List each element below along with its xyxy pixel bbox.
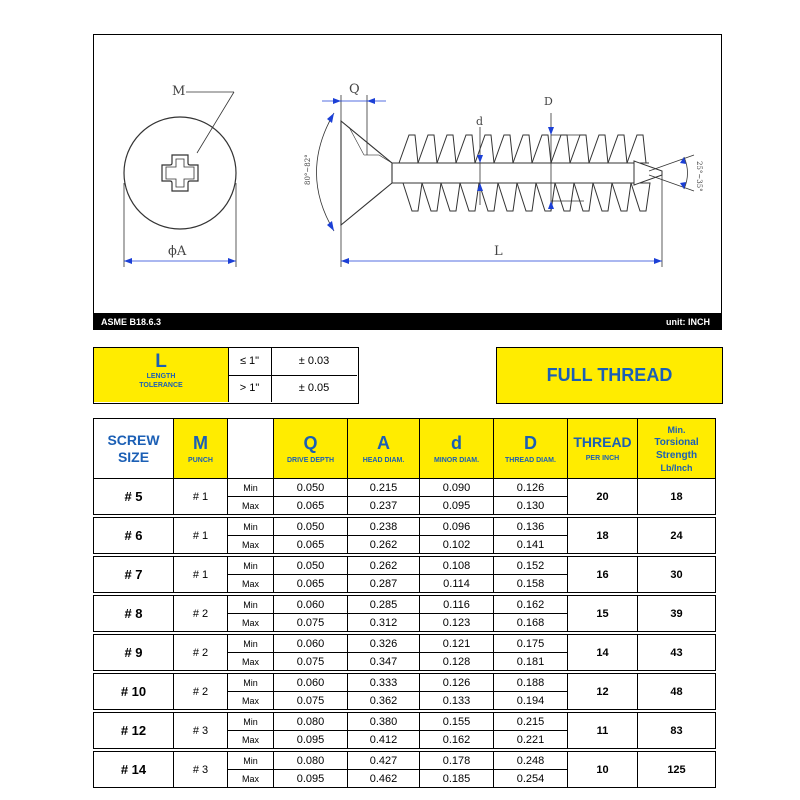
tolerance-condition-1: ≤ 1" <box>228 348 272 376</box>
length-label: L <box>494 244 503 259</box>
header-torsion <box>638 419 716 479</box>
torsional-strength-cell: 30 <box>638 557 716 593</box>
min-value-cell: 0.380 <box>348 713 420 731</box>
min-value-cell: 0.178 <box>420 752 494 770</box>
max-value-cell: 0.287 <box>348 575 420 593</box>
screw-size-cell: # 12 <box>94 713 174 749</box>
min-value-cell: 0.155 <box>420 713 494 731</box>
screw-size-cell: # 8 <box>94 596 174 632</box>
thread-tooth <box>418 135 437 163</box>
max-value-cell: 0.095 <box>274 731 348 749</box>
thread-per-inch-cell: 20 <box>568 479 638 515</box>
min-label-cell: Min <box>228 635 274 653</box>
min-value-cell: 0.215 <box>348 479 420 497</box>
spec-table <box>93 418 716 788</box>
header-screw-size-line2: SIZE <box>117 448 150 465</box>
thread-tooth <box>498 183 517 211</box>
min-value-cell: 0.238 <box>348 518 420 536</box>
min-label-cell: Min <box>228 557 274 575</box>
min-value-cell: 0.050 <box>274 479 348 497</box>
max-value-cell: 0.065 <box>274 536 348 554</box>
head-diam-label: ϕA <box>168 244 187 259</box>
thread-tooth <box>551 135 570 163</box>
punch-cell: # 1 <box>174 557 228 593</box>
max-value-cell: 0.065 <box>274 575 348 593</box>
table-row-min <box>94 518 716 536</box>
min-value-cell: 0.060 <box>274 674 348 692</box>
header-a-symbol: A <box>377 432 390 453</box>
min-value-cell: 0.080 <box>274 752 348 770</box>
table-row-min <box>94 674 716 692</box>
punch-label: M <box>172 84 186 99</box>
thread-per-inch-cell: 15 <box>568 596 638 632</box>
min-label-cell: Min <box>228 752 274 770</box>
screw-size-cell: # 14 <box>94 752 174 788</box>
min-value-cell: 0.175 <box>494 635 568 653</box>
max-value-cell: 0.162 <box>420 731 494 749</box>
table-row-min <box>94 713 716 731</box>
thread-tooth <box>403 183 422 211</box>
header-q-sub: DRIVE DEPTH <box>286 456 335 464</box>
tolerance-symbol: L <box>155 351 167 372</box>
thread-tooth <box>589 135 608 163</box>
thread-per-inch-cell: 16 <box>568 557 638 593</box>
torsional-strength-cell: 43 <box>638 635 716 671</box>
thread-tooth <box>612 183 631 211</box>
thread-tooth <box>399 135 418 163</box>
thread-tooth <box>479 183 498 211</box>
min-label-cell: Min <box>228 674 274 692</box>
tolerance-value-1: ± 0.03 <box>271 348 357 376</box>
thread-tooth <box>513 135 532 163</box>
max-value-cell: 0.254 <box>494 770 568 788</box>
max-value-cell: 0.075 <box>274 692 348 710</box>
punch-cell: # 3 <box>174 713 228 749</box>
max-value-cell: 0.141 <box>494 536 568 554</box>
thread-tooth <box>570 135 589 163</box>
tolerance-condition-2: > 1" <box>228 375 272 402</box>
header-punch-symbol: M <box>193 432 208 453</box>
max-value-cell: 0.221 <box>494 731 568 749</box>
torsional-strength-cell: 39 <box>638 596 716 632</box>
punch-cell: # 2 <box>174 596 228 632</box>
max-label-cell: Max <box>228 614 274 632</box>
table-row-min <box>94 479 716 497</box>
thread-per-inch-cell: 12 <box>568 674 638 710</box>
tolerance-label-line1: LENGTH <box>146 373 176 380</box>
min-value-cell: 0.326 <box>348 635 420 653</box>
min-value-cell: 0.162 <box>494 596 568 614</box>
torsional-strength-cell: 83 <box>638 713 716 749</box>
screw-size-cell: # 9 <box>94 635 174 671</box>
header-thread-D-sub: THREAD DIAM. <box>505 456 556 464</box>
punch-cell: # 1 <box>174 518 228 554</box>
thread-tooth <box>608 135 627 163</box>
min-value-cell: 0.080 <box>274 713 348 731</box>
torsional-strength-cell: 125 <box>638 752 716 788</box>
punch-cell: # 2 <box>174 635 228 671</box>
max-value-cell: 0.065 <box>274 497 348 515</box>
thread-tooth <box>494 135 513 163</box>
header-torsion-line2: Torsional <box>654 436 699 448</box>
table-row-min <box>94 596 716 614</box>
thread-diam-label: D <box>544 95 553 108</box>
min-value-cell: 0.090 <box>420 479 494 497</box>
max-value-cell: 0.168 <box>494 614 568 632</box>
min-value-cell: 0.285 <box>348 596 420 614</box>
table-row-min <box>94 752 716 770</box>
thread-tooth <box>593 183 612 211</box>
max-label-cell: Max <box>228 575 274 593</box>
min-value-cell: 0.152 <box>494 557 568 575</box>
header-minor-d-symbol: d <box>451 432 462 453</box>
thread-tooth <box>460 183 479 211</box>
table-row-min <box>94 557 716 575</box>
thread-per-inch-cell: 10 <box>568 752 638 788</box>
screw-diagram <box>94 35 721 329</box>
max-value-cell: 0.128 <box>420 653 494 671</box>
thread-tooth <box>475 135 494 163</box>
thread-tooth <box>555 183 574 211</box>
min-value-cell: 0.333 <box>348 674 420 692</box>
min-value-cell: 0.096 <box>420 518 494 536</box>
header-thread-sub: PER INCH <box>585 455 620 462</box>
min-value-cell: 0.262 <box>348 557 420 575</box>
max-value-cell: 0.262 <box>348 536 420 554</box>
technical-drawing <box>93 34 722 330</box>
header-minor-d-sub: MINOR DIAM. <box>433 456 480 464</box>
max-value-cell: 0.075 <box>274 614 348 632</box>
header-thread-D <box>494 419 568 479</box>
max-value-cell: 0.114 <box>420 575 494 593</box>
table-row-min <box>94 635 716 653</box>
standard-label: ASME B18.6.3 <box>101 317 162 327</box>
torsional-strength-cell: 18 <box>638 479 716 515</box>
min-value-cell: 0.215 <box>494 713 568 731</box>
screw-size-cell: # 10 <box>94 674 174 710</box>
point-angle-label: 25°~35° <box>695 161 703 192</box>
min-value-cell: 0.248 <box>494 752 568 770</box>
max-value-cell: 0.362 <box>348 692 420 710</box>
thread-tooth <box>532 135 551 163</box>
screw-size-cell: # 6 <box>94 518 174 554</box>
min-value-cell: 0.126 <box>420 674 494 692</box>
table-header-row <box>94 419 716 479</box>
max-label-cell: Max <box>228 731 274 749</box>
full-thread-banner: FULL THREAD <box>496 347 723 404</box>
max-value-cell: 0.181 <box>494 653 568 671</box>
screw-size-cell: # 7 <box>94 557 174 593</box>
max-value-cell: 0.194 <box>494 692 568 710</box>
head-angle-label: 80°~82° <box>304 154 312 185</box>
min-value-cell: 0.121 <box>420 635 494 653</box>
torsional-strength-cell: 24 <box>638 518 716 554</box>
max-label-cell: Max <box>228 653 274 671</box>
min-value-cell: 0.188 <box>494 674 568 692</box>
header-torsion-line1: Min. <box>667 424 686 435</box>
min-value-cell: 0.136 <box>494 518 568 536</box>
header-punch-sub: PUNCH <box>188 456 213 464</box>
max-value-cell: 0.185 <box>420 770 494 788</box>
min-value-cell: 0.060 <box>274 596 348 614</box>
screw-size-cell: # 5 <box>94 479 174 515</box>
min-value-cell: 0.427 <box>348 752 420 770</box>
max-value-cell: 0.462 <box>348 770 420 788</box>
length-tolerance-box <box>93 347 359 404</box>
max-value-cell: 0.123 <box>420 614 494 632</box>
thread-tooth <box>517 183 536 211</box>
max-label-cell: Max <box>228 692 274 710</box>
punch-cell: # 2 <box>174 674 228 710</box>
max-label-cell: Max <box>228 497 274 515</box>
min-value-cell: 0.060 <box>274 635 348 653</box>
max-value-cell: 0.237 <box>348 497 420 515</box>
min-label-cell: Min <box>228 518 274 536</box>
drive-depth-label: Q <box>349 82 360 97</box>
header-minmax-blank <box>228 419 274 479</box>
header-q <box>274 419 348 479</box>
max-value-cell: 0.347 <box>348 653 420 671</box>
header-torsion-line3: Strength <box>655 449 698 461</box>
max-value-cell: 0.095 <box>274 770 348 788</box>
header-thread <box>568 419 638 479</box>
max-value-cell: 0.102 <box>420 536 494 554</box>
tolerance-label <box>94 348 229 402</box>
thread-per-inch-cell: 14 <box>568 635 638 671</box>
header-torsion-line4: Lb/Inch <box>660 462 693 473</box>
header-punch <box>174 419 228 479</box>
punch-leader <box>186 92 234 153</box>
thread-per-inch-cell: 11 <box>568 713 638 749</box>
header-a-sub: HEAD DIAM. <box>362 456 405 464</box>
punch-cell: # 3 <box>174 752 228 788</box>
max-value-cell: 0.075 <box>274 653 348 671</box>
max-value-cell: 0.158 <box>494 575 568 593</box>
torsional-strength-cell: 48 <box>638 674 716 710</box>
min-value-cell: 0.126 <box>494 479 568 497</box>
unit-label: unit: INCH <box>666 317 710 327</box>
min-label-cell: Min <box>228 596 274 614</box>
header-thread-D-symbol: D <box>524 432 537 453</box>
tolerance-value-2: ± 0.05 <box>298 382 330 394</box>
min-value-cell: 0.116 <box>420 596 494 614</box>
thread-tooth <box>456 135 475 163</box>
min-value-cell: 0.050 <box>274 518 348 536</box>
thread-tooth <box>422 183 441 211</box>
max-label-cell: Max <box>228 536 274 554</box>
tolerance-label-line2: TOLERANCE <box>139 382 183 389</box>
max-value-cell: 0.095 <box>420 497 494 515</box>
header-a <box>348 419 420 479</box>
header-screw-size <box>94 419 174 479</box>
drawing-footer <box>93 313 722 330</box>
punch-cell: # 1 <box>174 479 228 515</box>
minor-diam-label: d <box>476 115 484 128</box>
thread-per-inch-cell: 18 <box>568 518 638 554</box>
thread-tooth <box>631 183 650 211</box>
header-q-symbol: Q <box>303 432 318 453</box>
max-label-cell: Max <box>228 770 274 788</box>
head-top-view <box>124 117 236 229</box>
thread-tooth <box>574 183 593 211</box>
header-thread-label: THREAD <box>573 434 632 450</box>
min-label-cell: Min <box>228 479 274 497</box>
thread-tooth <box>627 135 646 163</box>
max-value-cell: 0.133 <box>420 692 494 710</box>
header-screw-size-line1: SCREW <box>107 431 160 448</box>
max-value-cell: 0.412 <box>348 731 420 749</box>
header-minor-d <box>420 419 494 479</box>
min-value-cell: 0.108 <box>420 557 494 575</box>
min-value-cell: 0.050 <box>274 557 348 575</box>
max-value-cell: 0.312 <box>348 614 420 632</box>
max-value-cell: 0.130 <box>494 497 568 515</box>
thread-tooth <box>437 135 456 163</box>
min-label-cell: Min <box>228 713 274 731</box>
thread-tooth <box>441 183 460 211</box>
